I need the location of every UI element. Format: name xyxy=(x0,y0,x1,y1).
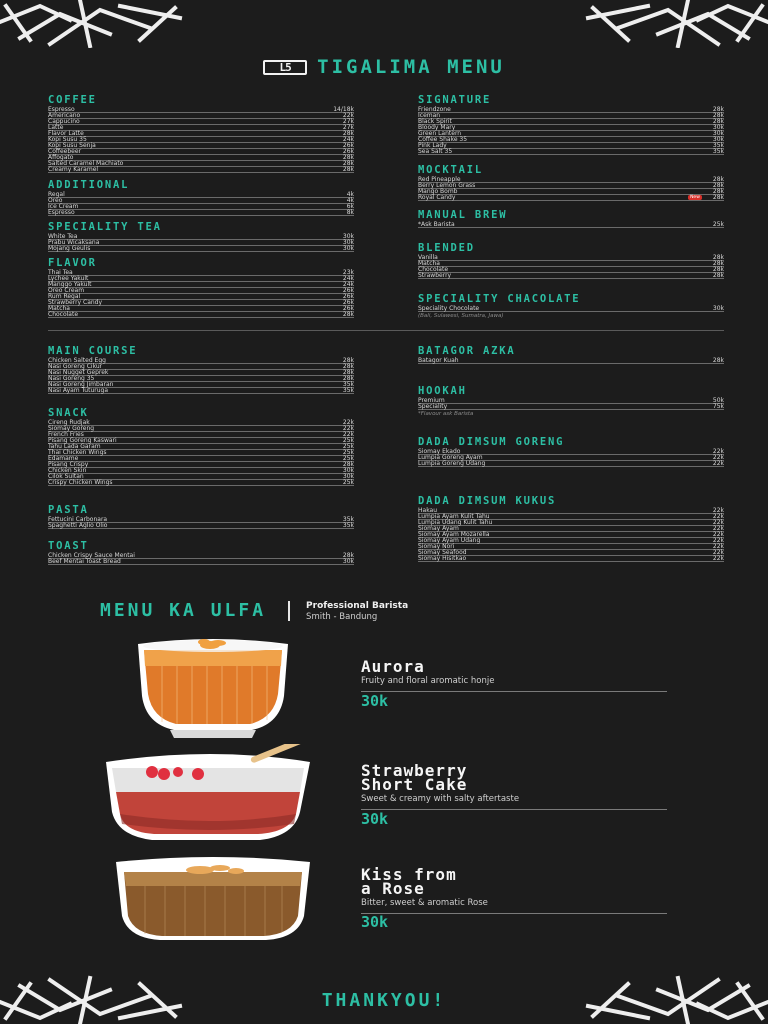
item-name: Premium xyxy=(418,396,445,404)
section-speciality-chocolate xyxy=(418,293,724,320)
item-price: 28k xyxy=(712,193,724,201)
menu-item-list xyxy=(418,398,724,410)
section-blended xyxy=(418,242,724,279)
drink-price-aurora: 30k xyxy=(361,692,389,710)
section-batagor-azka xyxy=(418,345,724,364)
menu-item xyxy=(48,246,354,252)
section-pasta xyxy=(48,504,354,529)
item-name: Oreo Cream xyxy=(48,286,85,294)
menu-item xyxy=(48,480,354,486)
item-name: Siomay Ayam Mozarella xyxy=(418,530,490,538)
item-name: Red Pineapple xyxy=(418,175,461,183)
menu-item xyxy=(48,388,354,394)
item-name: Strawberry xyxy=(418,271,452,279)
item-price: 28k xyxy=(712,253,724,261)
item-price: 26k xyxy=(342,304,354,312)
section-additional xyxy=(48,179,354,216)
section-coffee xyxy=(48,94,354,173)
corner-pattern-top-left xyxy=(0,0,190,48)
section-toast xyxy=(48,540,354,565)
item-price: 27k xyxy=(342,123,354,131)
item-price: 28k xyxy=(342,551,354,559)
item-name: Beef Mentai Toast Bread xyxy=(48,557,121,565)
item-name: Royal Candy xyxy=(418,193,456,201)
item-name: Nasi Goreng Cikur xyxy=(48,362,103,370)
strawberry-short-cake-drink-image xyxy=(100,744,326,848)
item-price: 22k xyxy=(342,430,354,438)
item-name: Pink Lady xyxy=(418,141,447,149)
section-title: SPECIALITY TEA xyxy=(48,221,162,233)
item-price: 28k xyxy=(342,153,354,161)
page-title xyxy=(0,54,768,80)
special-menu-title: MENU KA ULFA xyxy=(100,600,267,621)
item-name: Berry Lemon Grass xyxy=(418,181,476,189)
drink-price-strawberry-short-cake: 30k xyxy=(361,810,389,828)
item-name: Green Lantern xyxy=(418,129,462,137)
item-name: Prabu Wicaksana xyxy=(48,238,100,246)
item-price: 35k xyxy=(342,380,354,388)
item-price: 28k xyxy=(712,175,724,183)
item-price: 30k xyxy=(712,135,724,143)
item-price: 28k xyxy=(712,259,724,267)
item-name: Flavor Latte xyxy=(48,129,84,137)
menu-item xyxy=(418,461,724,467)
section-title: DADA DIMSUM KUKUS xyxy=(418,495,557,507)
drink-name: Strawberry Short Cake xyxy=(361,761,468,794)
section-title: SPECIALITY CHACOLATE xyxy=(418,293,581,305)
item-name: Nasi Ayam Tuturuga xyxy=(48,386,109,394)
item-price: 28k xyxy=(342,362,354,370)
item-name: Edamame xyxy=(48,454,79,462)
item-price: 30k xyxy=(342,557,354,565)
item-name: Chocolate xyxy=(48,310,79,318)
section-mocktail xyxy=(418,164,724,201)
item-price: 25k xyxy=(712,220,724,228)
menu-title: TIGALIMA MENU xyxy=(317,55,505,78)
section-manual-brew xyxy=(418,209,724,228)
item-price: 25k xyxy=(342,436,354,444)
section-dimsum-kukus xyxy=(418,495,724,562)
menu-item-list xyxy=(48,517,354,529)
item-price: 28k xyxy=(342,356,354,364)
item-price: 24k xyxy=(342,280,354,288)
item-name: Chicken Skin xyxy=(48,466,87,474)
item-price: 30k xyxy=(342,232,354,240)
item-price: 22k xyxy=(712,530,724,538)
section-title: BLENDED xyxy=(418,242,475,254)
section-title: MAIN COURSE xyxy=(48,345,138,357)
new-badge: New xyxy=(690,195,700,200)
item-name: Matcha xyxy=(48,304,70,312)
item-price: 30k xyxy=(342,238,354,246)
item-price: 25k xyxy=(342,478,354,486)
header-separator xyxy=(288,601,290,621)
item-name: Rum Regal xyxy=(48,292,81,300)
item-price: 25k xyxy=(342,448,354,456)
item-name: Mojang Geulis xyxy=(48,244,91,252)
item-price: 22k xyxy=(712,548,724,556)
item-price: 28k xyxy=(712,356,724,364)
item-name: Mango Bomb xyxy=(418,187,458,195)
section-title: TOAST xyxy=(48,540,89,552)
drink-price-kiss-from-a-rose: 30k xyxy=(361,913,389,931)
item-price: 28k xyxy=(342,165,354,173)
item-name: Espresso xyxy=(48,208,75,216)
corner-pattern-top-right xyxy=(578,0,768,48)
item-name: Creamy Karamel xyxy=(48,165,99,173)
item-name: Cireng Rudjak xyxy=(48,418,90,426)
item-name: Batagor Kuah xyxy=(418,356,459,364)
item-price: 35k xyxy=(342,521,354,529)
item-price: 8k xyxy=(346,208,354,216)
section-signature xyxy=(418,94,724,155)
item-price: 22k xyxy=(712,518,724,526)
item-price: 28k xyxy=(342,310,354,318)
item-price: 30k xyxy=(342,244,354,252)
special-drink-strawberry-short-cake xyxy=(361,761,667,810)
menu-item-list xyxy=(418,358,724,364)
section-dimsum-goreng xyxy=(418,436,724,467)
drink-name: Kiss from a Rose xyxy=(361,865,457,898)
special-menu-header xyxy=(100,598,408,624)
item-price: 6k xyxy=(346,202,354,210)
menu-item xyxy=(48,167,354,173)
item-name: Sea Salt 35 xyxy=(418,147,453,155)
section-title: BATAGOR AZKA xyxy=(418,345,516,357)
drink-description: Bitter, sweet & aromatic Rose xyxy=(361,898,488,908)
menu-item-list xyxy=(48,192,354,216)
menu-item-list xyxy=(418,508,724,562)
item-price: 28k xyxy=(712,265,724,273)
item-name: Affogato xyxy=(48,153,74,161)
menu-item xyxy=(418,358,724,364)
item-name: Siomay Ayam Udang xyxy=(418,536,481,544)
item-price: 30k xyxy=(712,129,724,137)
aurora-drink-image xyxy=(132,636,294,744)
section-title: PASTA xyxy=(48,504,89,516)
item-price: 14/18k xyxy=(333,105,354,113)
item-name: Cappucino xyxy=(48,117,80,125)
item-price: 4k xyxy=(346,190,354,198)
section-title: MANUAL BREW xyxy=(418,209,508,221)
item-price: 22k xyxy=(712,506,724,514)
item-name: Nasi Goreng 35 xyxy=(48,374,95,382)
item-price: 22k xyxy=(712,453,724,461)
item-price: 28k xyxy=(712,105,724,113)
item-price: 35k xyxy=(342,515,354,523)
item-name: Manggo Yakult xyxy=(48,280,92,288)
menu-item xyxy=(48,559,354,565)
menu-item-list xyxy=(418,107,724,155)
item-name: Lumpia Goreng Ayam xyxy=(418,453,483,461)
item-name: Strawberry Candy xyxy=(48,298,103,306)
special-drink-aurora xyxy=(361,657,667,692)
menu-item-list xyxy=(418,255,724,279)
item-price: 22k xyxy=(712,447,724,455)
item-price: 75k xyxy=(712,402,724,410)
brand-logo-text: L5 xyxy=(279,60,291,74)
item-name: Siomay Goreng xyxy=(48,424,95,432)
menu-item-list xyxy=(418,177,724,201)
menu-item-list xyxy=(48,234,354,252)
item-name: Thai Chicken Wings xyxy=(48,448,107,456)
item-name: Hakau xyxy=(418,506,438,514)
item-name: Spaghetti Aglio Olio xyxy=(48,521,108,529)
item-price: 35k xyxy=(712,141,724,149)
barista-role: Professional Barista xyxy=(306,600,409,611)
menu-item-list xyxy=(418,222,724,228)
item-name: Tahu Lada Garam xyxy=(48,442,101,450)
item-price: 24k xyxy=(342,274,354,282)
kiss-from-a-rose-drink-image xyxy=(110,854,316,948)
item-name: Kopi Susu 35 xyxy=(48,135,87,143)
brand-logo xyxy=(263,60,307,75)
section-snack xyxy=(48,407,354,486)
item-price: 27k xyxy=(342,117,354,125)
item-name: Fettucini Carbonara xyxy=(48,515,108,523)
section-flavor xyxy=(48,257,354,318)
item-name: Matcha xyxy=(418,259,440,267)
item-name: Regal xyxy=(48,190,65,198)
item-name: Espresso xyxy=(48,105,75,113)
item-name: Siomay Hisitkao xyxy=(418,554,467,562)
item-price: 24k xyxy=(342,135,354,143)
item-price: 28k xyxy=(712,111,724,119)
menu-item-list xyxy=(48,420,354,486)
drink-description: Sweet & creamy with salty aftertaste xyxy=(361,794,520,804)
item-name: Siomay Seafood xyxy=(418,548,467,556)
item-name: Thai Tea xyxy=(48,268,73,276)
section-title: FLAVOR xyxy=(48,257,97,269)
item-name: Pisang Crispy xyxy=(48,460,89,468)
section-note: *Flavour ask Barista xyxy=(418,411,474,417)
drink-name: Aurora xyxy=(361,657,425,676)
item-name: Nasi Nugget Geprek xyxy=(48,368,109,376)
item-price: 26k xyxy=(342,292,354,300)
item-name: Crispy Chicken Wings xyxy=(48,478,113,486)
item-name: Oreo xyxy=(48,196,63,204)
item-price: 28k xyxy=(712,117,724,125)
item-name: Coffee Shake 35 xyxy=(418,135,468,143)
item-price: 22k xyxy=(712,536,724,544)
item-price: 28k xyxy=(712,271,724,279)
item-name: Siomay Ayam xyxy=(418,524,459,532)
section-title: SIGNATURE xyxy=(418,94,492,106)
item-price: 22k xyxy=(712,554,724,562)
section-title: DADA DIMSUM GORENG xyxy=(418,436,565,448)
item-name: Lychee Yakult xyxy=(48,274,89,282)
item-name: Latte xyxy=(48,123,64,131)
menu-item xyxy=(48,312,354,318)
barista-credit xyxy=(306,601,408,622)
item-name: Lumpia Udang Kulit Tahu xyxy=(418,518,493,526)
menu-item xyxy=(418,556,724,562)
special-drink-kiss-from-a-rose xyxy=(361,865,667,914)
menu-item xyxy=(48,210,354,216)
barista-location: Smith - Bandung xyxy=(306,611,378,622)
item-name: Siomay Nori xyxy=(418,542,455,550)
thank-you-footer: THANKYOU! xyxy=(321,990,447,1011)
section-title: HOOKAH xyxy=(418,385,467,397)
item-name: Friendzone xyxy=(418,105,451,113)
item-name: Speciality xyxy=(418,402,448,410)
item-price: 25k xyxy=(342,442,354,450)
item-price: 25k xyxy=(342,454,354,462)
item-price: 30k xyxy=(342,466,354,474)
item-name: Chicken Crispy Sauce Mentai xyxy=(48,551,135,559)
item-name: Vanilla xyxy=(418,253,438,261)
item-name: Salted Caramel Machiato xyxy=(48,159,124,167)
item-name: Iceman xyxy=(418,111,441,119)
item-price: 22k xyxy=(342,424,354,432)
item-name: Speciality Chocolate xyxy=(418,304,480,312)
item-price: 22k xyxy=(712,542,724,550)
item-name: Chocolate xyxy=(418,265,449,273)
section-note: (Bali, Sulawesi, Sumatra, Jawa) xyxy=(418,313,504,319)
item-price: 22k xyxy=(342,418,354,426)
section-title: COFFEE xyxy=(48,94,97,106)
item-name: White Tea xyxy=(48,232,78,240)
section-title: MOCKTAIL xyxy=(418,164,483,176)
item-price: 22k xyxy=(712,512,724,520)
item-price: 26k xyxy=(342,286,354,294)
item-price: 22k xyxy=(712,459,724,467)
section-title: SNACK xyxy=(48,407,89,419)
item-name: Cilok Sultan xyxy=(48,472,84,480)
drink-description: Fruity and floral aromatic honje xyxy=(361,676,495,686)
menu-item-list xyxy=(418,449,724,467)
section-divider xyxy=(48,330,724,331)
item-price: 30k xyxy=(342,472,354,480)
item-name: Bloody Mary xyxy=(418,123,456,131)
menu-item-list xyxy=(48,358,354,394)
item-price: 35k xyxy=(712,147,724,155)
item-name: Lumpia Ayam Kulit Tahu xyxy=(418,512,490,520)
item-price: 30k xyxy=(712,123,724,131)
menu-item-list xyxy=(48,107,354,173)
section-main-course xyxy=(48,345,354,394)
menu-item xyxy=(48,523,354,529)
section-title: ADDITIONAL xyxy=(48,179,130,191)
menu-item xyxy=(418,195,724,201)
item-name: Black Spirit xyxy=(418,117,452,125)
item-price: 28k xyxy=(342,460,354,468)
item-price: 28k xyxy=(342,159,354,167)
section-hookah xyxy=(418,385,724,418)
item-name: French Fries xyxy=(48,430,84,438)
menu-item xyxy=(418,149,724,155)
item-price: 4k xyxy=(346,196,354,204)
item-price: 30k xyxy=(712,304,724,312)
item-name: Pisang Goreng Kaswari xyxy=(48,436,117,444)
item-name: Coffeebeer xyxy=(48,147,82,155)
item-price: 26k xyxy=(342,147,354,155)
menu-item xyxy=(418,273,724,279)
item-price: 35k xyxy=(342,386,354,394)
menu-item-list xyxy=(48,553,354,565)
item-price: 28k xyxy=(342,368,354,376)
item-name: Nasi Goreng Jimbaran xyxy=(48,380,114,388)
item-price: 22k xyxy=(712,524,724,532)
item-price: 28k xyxy=(712,187,724,195)
item-name: Ice Cream xyxy=(48,202,79,210)
item-price: 50k xyxy=(712,396,724,404)
item-name: Kopi Susu Senja xyxy=(48,141,96,149)
menu-item xyxy=(418,222,724,228)
item-name: Chicken Salted Egg xyxy=(48,356,106,364)
item-name: Siomay Ekado xyxy=(418,447,461,455)
item-price: 26k xyxy=(342,298,354,306)
item-price: 28k xyxy=(712,181,724,189)
item-price: 22k xyxy=(342,111,354,119)
item-price: 23k xyxy=(342,268,354,276)
menu-item-list xyxy=(48,270,354,318)
item-name: Americano xyxy=(48,111,81,119)
section-speciality-tea xyxy=(48,221,354,252)
item-name: *Ask Barista xyxy=(418,220,455,228)
item-price: 26k xyxy=(342,141,354,149)
item-name: Lumpia Goreng Udang xyxy=(418,459,486,467)
item-price: 28k xyxy=(342,129,354,137)
item-price: 28k xyxy=(342,374,354,382)
